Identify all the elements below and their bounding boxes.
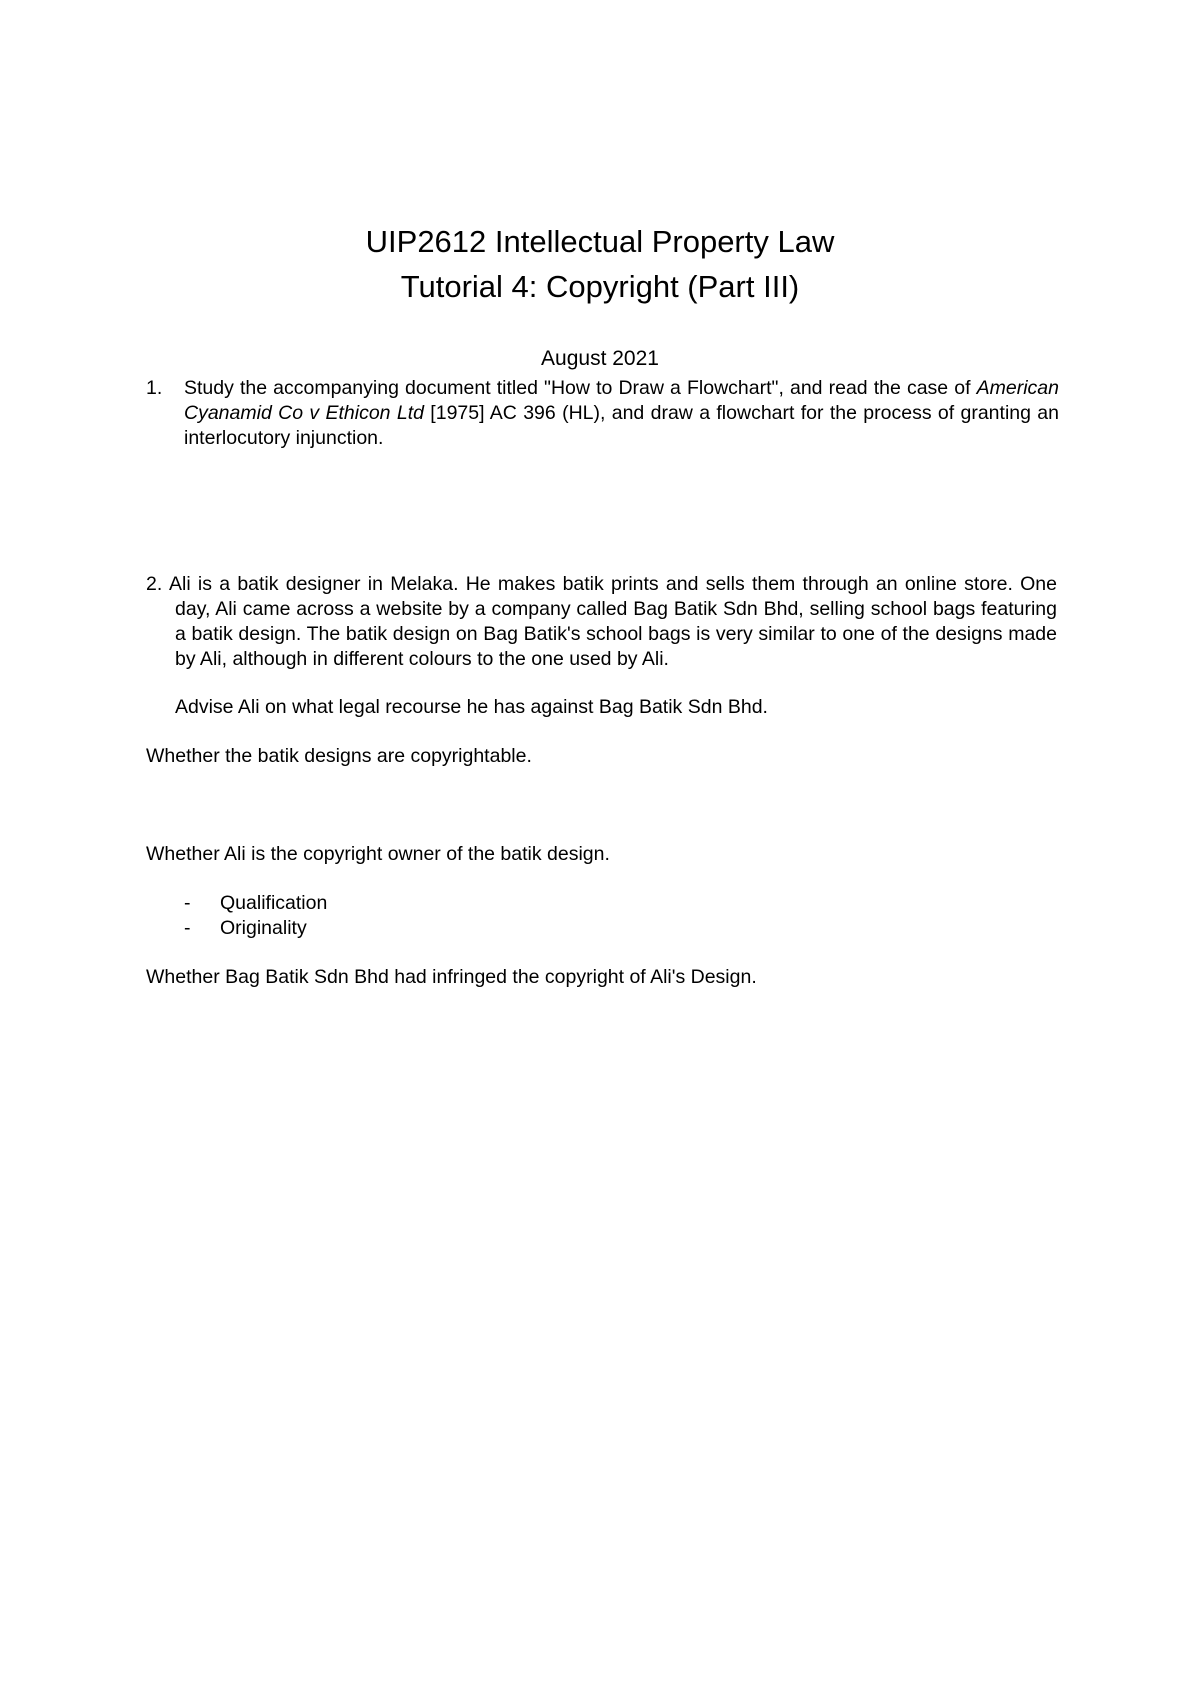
issue-copyright-owner: Whether Ali is the copyright owner of the batik design. (146, 843, 610, 865)
question-1-text-before-case: Study the accompanying document titled "How to Draw a Flowchart", and read the case of (184, 377, 977, 399)
question-1-number: 1. (146, 377, 163, 399)
issue-infringement: Whether Bag Batik Sdn Bhd had infringed the copyright of Ali's Design. (146, 966, 757, 988)
title-line-1-container (0, 226, 1200, 257)
sub-point-originality (184, 916, 307, 941)
course-title: UIP2612 Intellectual Property Law (365, 224, 835, 259)
question-1 (146, 376, 1059, 451)
sub-point-label: Originality (220, 917, 307, 939)
issue-copyrightable: Whether the batik designs are copyrightable. (146, 745, 532, 767)
bullet-dash: - (184, 917, 191, 939)
question-2-text: Ali is a batik designer in Melaka. He makes batik prints and sells them through an online store. One day, Ali came across a website by a company called Bag Batik Sdn Bhd, selling school bags featuring a batik design. The batik design on Bag Batik's school bags is very similar to one of the designs made by Ali, although in different colours to the one used by Ali. (169, 573, 1057, 670)
question-1-case-name: American Cyanamid Co v Ethicon Ltd (184, 377, 1059, 424)
document-date: August 2021 (541, 347, 659, 370)
sub-point-label: Qualification (220, 892, 328, 914)
sub-point-qualification (184, 891, 327, 916)
question-2-number: 2. (146, 573, 163, 595)
question-2 (146, 572, 1057, 672)
question-1-text (184, 376, 1059, 451)
question-1-text-after-case: [1975] AC 396 (HL), and draw a flowchart for the process of granting an interlocutory injunction. (184, 402, 1059, 449)
tutorial-title: Tutorial 4: Copyright (Part III) (400, 269, 800, 304)
question-2-advise: Advise Ali on what legal recourse he has against Bag Batik Sdn Bhd. (175, 696, 768, 718)
bullet-dash: - (184, 892, 191, 914)
title-line-2-container (0, 271, 1200, 302)
